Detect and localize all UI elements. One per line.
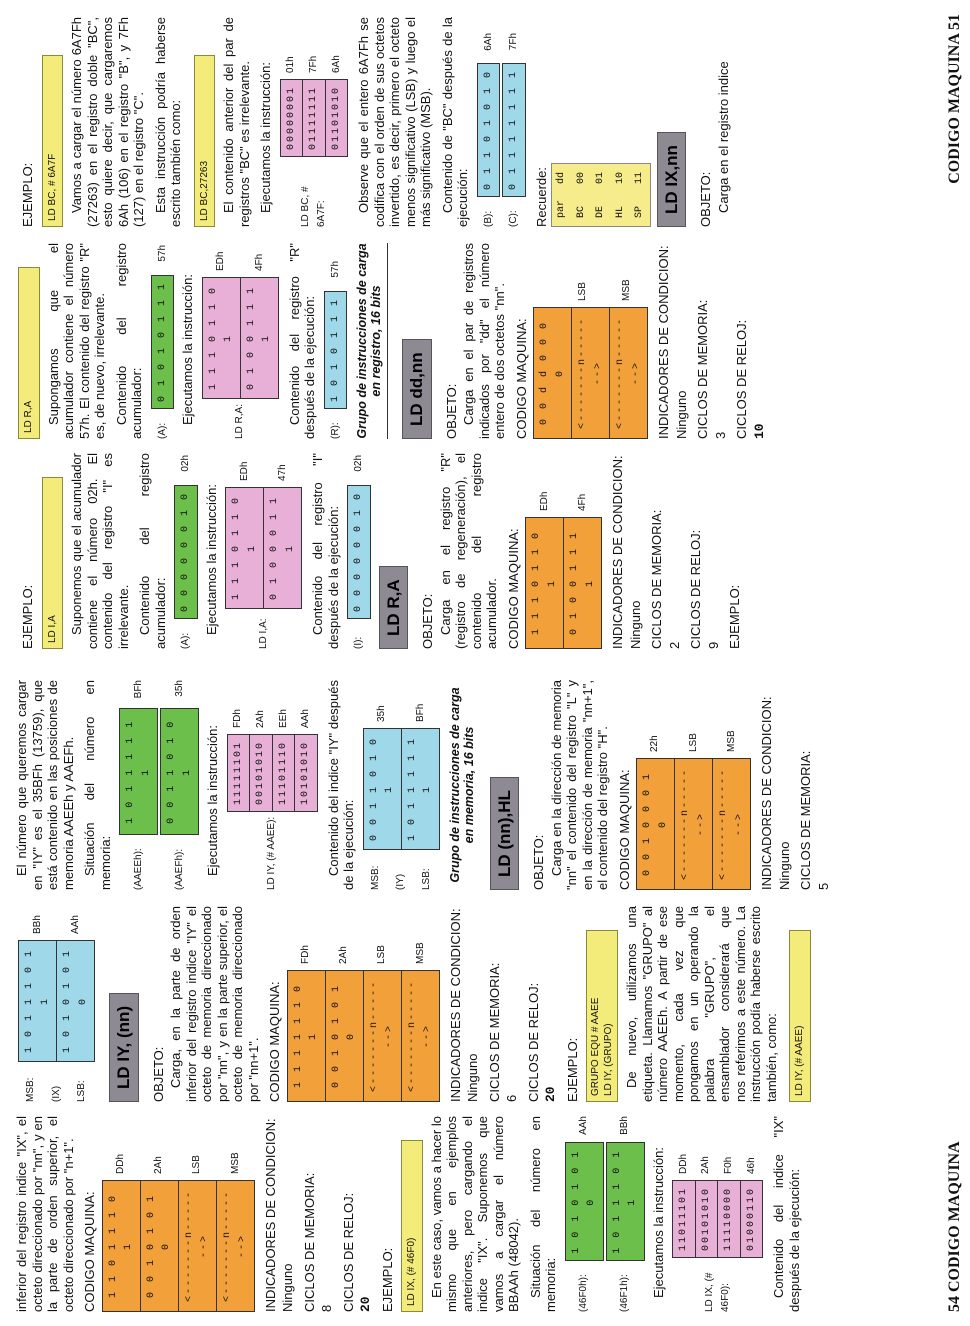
ninguno-text: Ninguno bbox=[673, 390, 689, 439]
objeto-text: Carga en el registro indice bbox=[715, 61, 731, 213]
indicadores-label: INDICADORES DE CONDICION: bbox=[610, 455, 625, 649]
left-col-1 bbox=[14, 1116, 808, 1312]
register-row: (C): 0 1 1 1 1 1 1 1 7Fh bbox=[502, 17, 526, 227]
left-col-2 bbox=[14, 906, 817, 1102]
register-pair-table: par dd BC 00 DE 01 HL 10 SP 11 bbox=[551, 163, 651, 227]
intro-text: inferior del registro indice "IX", el octeto direccionado por "nn", y en la parte de orden superior, el octeto direccionado por "n+1". bbox=[14, 1116, 76, 1312]
right-col-3 bbox=[14, 17, 737, 227]
code-box: 0 0 d d 0 0 0 0 <-------n-------> <-------n-------> LSB MSB bbox=[533, 243, 648, 439]
paragraph: Contenido del registro acumulador: bbox=[137, 453, 168, 649]
register-row: (B): 0 1 1 0 1 0 1 0 6Ah bbox=[477, 17, 501, 227]
iy-register-box: MSB: (IY) LSB: 0 0 1 1 0 1 0 1 1 0 1 1 1 1 1 1 35h BFh bbox=[363, 680, 440, 890]
ejemplo-tag: LD IX, (# 46F0) bbox=[401, 1140, 423, 1312]
ciclos-memoria-value: 5 bbox=[815, 882, 831, 890]
ciclos-memoria-label: CICLOS DE MEMORIA: bbox=[695, 299, 710, 439]
ciclos-reloj-label: CICLOS DE RELOJ: bbox=[688, 529, 703, 649]
objeto-label: OBJETO: bbox=[443, 383, 459, 439]
objeto-text: Carga en la dirección de memoria "nn" el contenido del registro "L" y en la dirección de memoria "nn+1", el contenido del registro "H". bbox=[548, 680, 610, 890]
instruction-box: LD R,A: 1 1 1 0 1 1 0 1 0 1 0 0 1 1 1 1 EDh 4Fh bbox=[202, 243, 279, 439]
page-footer: 54 CODIGO MAQUINA bbox=[946, 1141, 963, 1312]
paragraph: En este caso, vamos a hacer lo mismo que en ejemplos anteriores, pero cargando el indice "IX". Suponemos que vamos a cargar el número BBAAh (48042). bbox=[428, 1116, 521, 1312]
memory-row: (AAEFh): 0 0 1 1 0 1 0 1 35h bbox=[160, 680, 199, 890]
objeto-text: Carga, en la parte de orden inferior del registro indice "IY" el octeto de memoria direccionado por "nn", y en la parte superior, el octeto de memoria direccionado por "nn+1". bbox=[168, 906, 261, 1102]
ejemplo-tag: LD BC, # 6A7F bbox=[42, 55, 64, 227]
ejemplo-tag: LD I,A bbox=[42, 477, 64, 649]
page-footer: CODIGO MAQUINA 51 bbox=[946, 14, 963, 184]
objeto-label: OBJETO: bbox=[150, 1046, 166, 1102]
ciclos-reloj-label: CICLOS DE RELOJ: bbox=[734, 319, 749, 439]
ciclos-reloj-value: 9 bbox=[705, 641, 721, 649]
ciclos-reloj-value: 10 bbox=[751, 423, 767, 439]
code-byte: 0 0 1 0 1 0 1 0 bbox=[141, 1181, 179, 1311]
register-row: (A): 0 0 0 0 0 0 1 0 02h bbox=[174, 453, 198, 649]
ejemplo-label: EJEMPLO: bbox=[20, 584, 35, 649]
ciclos-memoria-value: 8 bbox=[319, 1304, 334, 1312]
section-banner: LD IY, (nn) bbox=[109, 993, 139, 1102]
code-byte: <-------n-------> bbox=[221, 1190, 248, 1303]
ejecutamos-text: Ejecutamos la instrucción: bbox=[258, 61, 273, 213]
ciclos-reloj-value: 20 bbox=[358, 1296, 373, 1312]
ejecutamos-text: Ejecutamos la instrucción: bbox=[650, 1146, 666, 1298]
paragraph: De nuevo, utilizamos una etiqueta. Llamamos "GRUPO" al número AAEEh. A partir de ese momento, cada vez que pongamos en un operando la palabra "GRUPO", el ensamblador considerará que nos referimos a este número. La instrucción podía haberse escrito también, como: bbox=[624, 906, 779, 1102]
code-hex: LSB bbox=[191, 1155, 203, 1174]
objeto-label: OBJETO: bbox=[698, 171, 713, 227]
paragraph: Vamos a cargar el número 6A7Fh (27263) en el registro doble "BC", esto quiere decir, que cargaremos 6Ah (106) en el registro "B", y 7Fh (127) en el registro "C". bbox=[69, 17, 146, 227]
ejemplo-label: EJEMPLO: bbox=[727, 584, 742, 649]
ejemplo-tag-alt: LD BC,27263 bbox=[194, 55, 216, 227]
ejecutamos-text: Ejecutamos la instrucción: bbox=[203, 483, 219, 635]
section-subheading: Grupo de instrucciones de carga en memoria, 16 bits bbox=[447, 687, 476, 883]
ciclos-reloj-label: CICLOS DE RELOJ: bbox=[340, 1192, 356, 1312]
recuerde-label: Recuerde: bbox=[533, 167, 549, 227]
ejecutamos-text: Ejecutamos la instrucción: bbox=[205, 724, 220, 876]
memory-row: (46F1h): 1 0 1 1 1 0 1 1 BBh bbox=[606, 1116, 645, 1312]
code-box bbox=[102, 1116, 255, 1312]
section-banner: LD (nn),HL bbox=[490, 777, 520, 890]
code-hex: 2Ah bbox=[153, 1156, 165, 1174]
code-byte: <-------n-------> bbox=[179, 1181, 217, 1311]
register-row: (R): 1 0 1 0 1 1 1 57h bbox=[324, 243, 348, 439]
ciclos-reloj-value: 20 bbox=[543, 1086, 558, 1102]
ejemplo-tag: LD R,A bbox=[18, 267, 40, 439]
ciclos-memoria-label: CICLOS DE MEMORIA: bbox=[301, 1172, 317, 1312]
indicadores-label: INDICADORES DE CONDICION: bbox=[656, 245, 671, 439]
codigo-maquina-label: CODIGO MAQUINA: bbox=[505, 528, 521, 649]
code-box: 0 0 1 0 0 0 1 0 <-------n-------> <-------n-------> 22h LSB MSB bbox=[636, 680, 751, 890]
ciclos-memoria-label: CICLOS DE MEMORIA: bbox=[798, 750, 813, 890]
indicadores-label: INDICADORES DE CONDICION: bbox=[447, 908, 463, 1102]
indicadores-label: INDICADORES DE CONDICION: bbox=[759, 696, 774, 890]
objeto-text: Carga en el par de registros indicados por "dd" el número entero de dos octetos "nn". bbox=[461, 243, 507, 439]
instruction-box: LD I,A: 1 1 1 0 1 1 0 1 0 1 0 0 0 1 1 1 EDh 47h bbox=[225, 453, 302, 649]
right-col-1 bbox=[14, 453, 745, 649]
section-banner: LD dd,nn bbox=[402, 339, 432, 439]
paragraph: Contenido de "BC" después de la ejecución: bbox=[439, 17, 470, 227]
objeto-text: Carga en el registro "R" (registro de regeneración), el contenido del registro acumulador. bbox=[437, 453, 499, 649]
codigo-maquina-label: CODIGO MAQUINA: bbox=[267, 981, 282, 1102]
ciclos-memoria-value: 6 bbox=[504, 1094, 519, 1102]
ejemplo-label: EJEMPLO: bbox=[564, 1037, 580, 1102]
instruction-box: LD BC, # 6A7F: 00000001 01111111 01101010 01h 7Fh 6Ah bbox=[280, 17, 349, 227]
ejemplo-tag-alt: LD IY, (# AAEE) bbox=[789, 930, 811, 1102]
section-banner: LD IX,nn bbox=[657, 132, 687, 227]
paragraph: El número que queremos cargar en "IY" es el 35BFh (13759), que está contenido en las posiciones de memoria AAEEh y AAEFh. bbox=[14, 680, 76, 890]
ninguno-text: Ninguno bbox=[280, 1263, 295, 1312]
right-col-2 bbox=[14, 243, 773, 439]
code-hex: MSB bbox=[229, 1152, 241, 1174]
indicadores-label: INDICADORES DE CONDICION: bbox=[262, 1118, 278, 1312]
left-page bbox=[0, 662, 970, 1326]
codigo-maquina-label: CODIGO MAQUINA: bbox=[513, 318, 529, 439]
left-col-3 bbox=[14, 680, 837, 890]
memory-row: (46F0h): 1 0 1 0 1 0 1 0 AAh bbox=[565, 1116, 604, 1312]
paragraph: Supongamos que el acumulador contiene el número 57h. El contenido del registro "R" es, de nuevo, irrelevante. bbox=[45, 243, 107, 439]
code-hex: DDh bbox=[114, 1153, 126, 1174]
paragraph: Situación del número en memoria: bbox=[82, 680, 113, 890]
ninguno-text: Ninguno bbox=[627, 600, 643, 649]
ix-register-box: MSB: (IX) LSB: 1 0 1 1 1 0 1 1 1 0 1 0 1 0 1 0 BBh AAh bbox=[18, 906, 95, 1102]
paragraph: Contenido del registro acumulador: bbox=[113, 243, 144, 439]
code-box: 1 1 1 0 1 1 0 1 0 1 0 0 1 1 1 1 EDh 4Fh bbox=[525, 453, 602, 649]
contenido-text: Contenido del registro "R" después de la ejecución: bbox=[286, 243, 317, 439]
section-banner: LD R,A bbox=[379, 566, 409, 649]
codigo-maquina-label: CODIGO MAQUINA: bbox=[616, 769, 632, 890]
instruction-box: LD IX, (# 46F0): 11011101 00101010 11110000 01000110 DDh 2Ah F0h 46h bbox=[672, 1116, 763, 1312]
memory-row: (AAEEh): 1 0 1 1 1 1 1 1 BFh bbox=[119, 680, 158, 890]
contenido-text: Contenido del registro "I" después de la ejecución: bbox=[310, 453, 341, 649]
paragraph: Observe que el entero 6A7Fh se codifica con el orden de sus octetos invertido, es decir, primero el octeto menos significativo (LSB) y luego el más significativo (MSB). bbox=[356, 17, 433, 227]
section-subheading: Grupo de instrucciones de carga en registro, 16 bits bbox=[355, 243, 388, 439]
register-row: (A): 0 1 0 1 0 1 1 1 57h bbox=[151, 243, 175, 439]
codigo-maquina-label: CODIGO MAQUINA: bbox=[82, 1191, 97, 1312]
ejemplo-label: EJEMPLO: bbox=[379, 1247, 395, 1312]
code-byte: 1 1 0 1 1 1 0 1 bbox=[103, 1181, 141, 1311]
contenido-text: Contenido del indice "IX" después de la ejecución: bbox=[771, 1116, 802, 1312]
ciclos-memoria-value: 3 bbox=[712, 431, 728, 439]
ninguno-text: Ninguno bbox=[465, 1053, 480, 1102]
objeto-label: OBJETO: bbox=[420, 593, 435, 649]
paragraph: Suponemos que el acumulador contiene el número 02h. El contenido del registro "I" es irrelevante. bbox=[69, 453, 131, 649]
register-row: (I): 0 0 0 0 0 0 1 0 02h bbox=[347, 453, 371, 649]
ejemplo-label: EJEMPLO: bbox=[20, 162, 35, 227]
instruction-box: LD IY, (# AAEE): 11111101 00101010 11101110 10101010 FDh 2Ah EEh AAh bbox=[227, 680, 318, 890]
paragraph: Situación del número en memoria: bbox=[527, 1116, 558, 1312]
ciclos-memoria-label: CICLOS DE MEMORIA: bbox=[649, 509, 664, 649]
contenido-text: Contenido del indice "IY" después de la ejecución: bbox=[325, 680, 356, 890]
ninguno-text: Ninguno bbox=[776, 841, 792, 890]
ciclos-memoria-label: CICLOS DE MEMORIA: bbox=[486, 962, 502, 1102]
ejemplo-tag: GRUPO EQU # AAEE LD IY, (GRUPO) bbox=[586, 930, 618, 1102]
objeto-label: OBJETO: bbox=[531, 834, 546, 890]
code-box: 1 1 1 1 1 1 0 1 0 0 1 0 1 0 1 0 <-------n-------> <-------n-------> FDh 2Ah LSB MSB bbox=[287, 906, 440, 1102]
ciclos-memoria-value: 2 bbox=[666, 641, 682, 649]
paragraph: Esta instrucción podría haberse escrito también como: bbox=[152, 17, 183, 227]
ciclos-reloj-label: CICLOS DE RELOJ: bbox=[525, 982, 541, 1102]
paragraph: El contenido anterior del par de registros "BC" es irrelevante. bbox=[221, 17, 252, 227]
ejecutamos-text: Ejecutamos la instrucción: bbox=[180, 273, 195, 425]
